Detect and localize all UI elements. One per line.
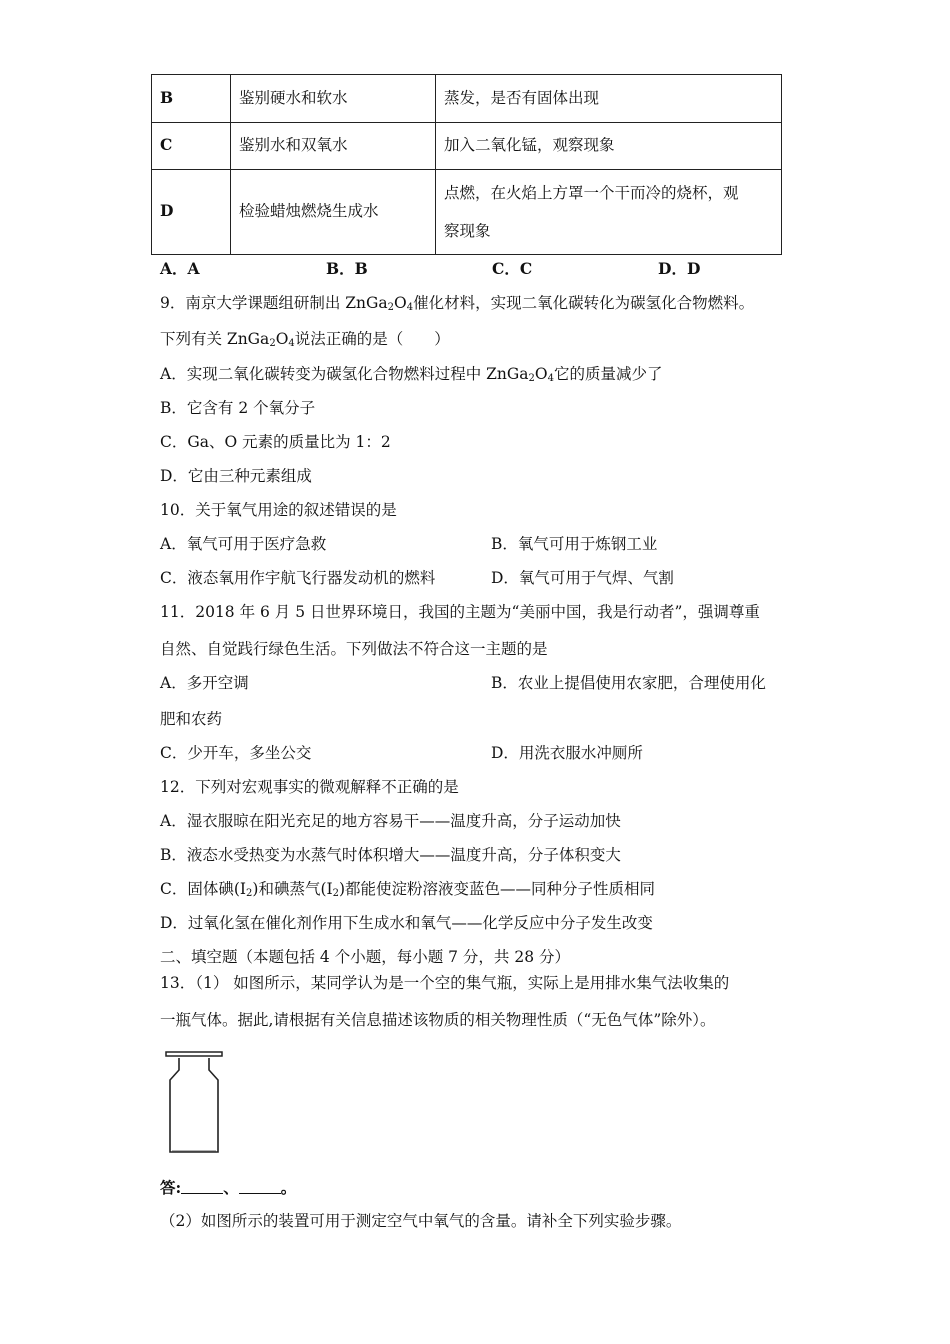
answer-blank-2[interactable]: [239, 1181, 281, 1194]
q8-choice-b: B．B: [326, 259, 368, 278]
q11-option-c: C．少开车，多坐公交: [160, 744, 312, 762]
row-label: C: [152, 123, 231, 169]
q12-stem: 12．下列对宏观事实的微观解释不正确的是: [160, 778, 459, 796]
answer-blank-1[interactable]: [181, 1181, 223, 1194]
section-title: 二、填空题（本题包括 4 个小题，每小题 7 分，共 28 分）: [160, 948, 571, 966]
q9-option-b: B．它含有 2 个氧分子: [160, 399, 316, 417]
row-purpose: 鉴别水和双氧水: [231, 123, 436, 169]
gas-bottle-figure: [160, 1048, 226, 1158]
q9-stem-line2: 下列有关 $ZnGa_2O_4$说法正确的是（ ）: [160, 330, 450, 349]
row-label: D: [152, 169, 231, 254]
bottle-body: [170, 1058, 218, 1152]
row-label: B: [152, 75, 231, 123]
q8-choice-c: C．C: [492, 259, 533, 278]
q8-choice-a: A．A: [160, 259, 200, 278]
row-purpose: 检验蜡烛燃烧生成水: [231, 169, 436, 254]
table-row: [152, 123, 782, 169]
q12-option-c: C．固体碘$(I_2)$和碘蒸气$(I_2)$都能使淀粉溶液变蓝色——同种分子性质相同: [160, 880, 656, 899]
q10-stem: 10．关于氧气用途的叙述错误的是: [160, 501, 397, 519]
q10-option-c: C．液态氧用作宇航飞行器发动机的燃料: [160, 569, 436, 587]
q11-stem-line1: 11．2018 年 6 月 5 日世界环境日，我国的主题为“美丽中国，我是行动者”，强调尊重: [160, 603, 760, 621]
q11-option-d: D．用洗衣服水冲厕所: [491, 744, 643, 762]
q13-answer-line: 答: 、 。: [160, 1178, 297, 1197]
row-method: 加入二氧化锰，观察现象: [436, 123, 782, 169]
q11-option-a: A．多开空调: [160, 674, 249, 692]
q11-stem-line2: 自然、自觉践行绿色生活。下列做法不符合这一主题的是: [160, 640, 548, 658]
q11-option-b-cont: 肥和农药: [160, 710, 223, 728]
table-row: [152, 75, 782, 123]
q9-stem-line1: 9．南京大学课题组研制出 $ZnGa_2O_4$催化材料，实现二氧化碳转化为碳氢化合物燃料。: [160, 294, 755, 313]
q12-option-d: D．过氧化氢在催化剂作用下生成水和氧气——化学反应中分子发生改变: [160, 914, 653, 932]
q12-option-b: B．液态水受热变为水蒸气时体积增大——温度升高，分子体积变大: [160, 846, 621, 864]
q9-option-d: D．它由三种元素组成: [160, 467, 312, 485]
q12-option-a: A．湿衣服晾在阳光充足的地方容易干——温度升高，分子运动加快: [160, 812, 621, 830]
table-row: [152, 169, 782, 254]
row-method: 点燃，在火焰上方罩一个干而冷的烧杯，观 察现象: [436, 169, 782, 254]
row-purpose: 鉴别硬水和软水: [231, 75, 436, 123]
q10-option-a: A．氧气可用于医疗急救: [160, 535, 327, 553]
q9-option-a: A．实现二氧化碳转变为碳氢化合物燃料过程中 $ZnGa_2O_4$它的质量减少了: [160, 365, 663, 384]
options-table: [151, 74, 782, 255]
q13-part2: （2）如图所示的装置可用于测定空气中氧气的含量。请补全下列实验步骤。: [160, 1212, 682, 1230]
q11-option-b: B．农业上提倡使用农家肥，合理使用化: [491, 674, 766, 692]
row-method: 蒸发，是否有固体出现: [436, 75, 782, 123]
q8-choice-d: D．D: [658, 259, 701, 278]
q10-option-d: D．氧气可用于气焊、气割: [491, 569, 674, 587]
q10-option-b: B．氧气可用于炼钢工业: [491, 535, 658, 553]
q13-stem-line1: 13．（1） 如图所示，某同学认为是一个空的集气瓶，实际上是用排水集气法收集的: [160, 974, 730, 992]
q9-option-c: C．Ga、O 元素的质量比为 1：2: [160, 433, 391, 451]
bottle-glass-plate: [166, 1052, 222, 1056]
q13-stem-line2: 一瓶气体。据此,请根据有关信息描述该物质的相关物理性质（“无色气体”除外）。: [160, 1011, 716, 1029]
